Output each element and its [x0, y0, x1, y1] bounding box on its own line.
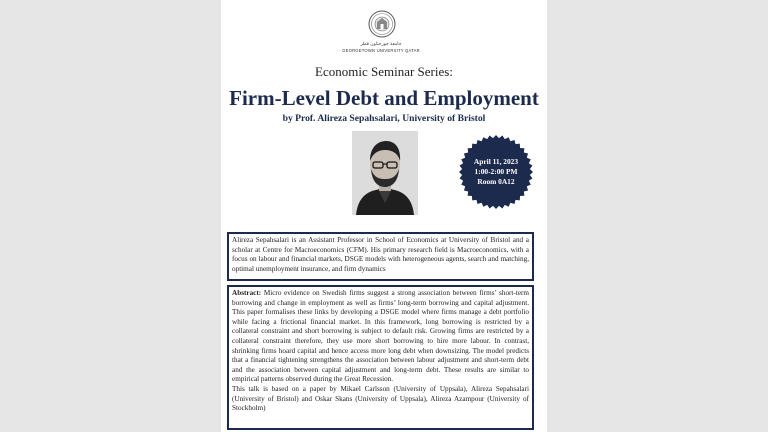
speaker-photo — [352, 131, 418, 215]
paper-note: This talk is based on a paper by Mikael Carlsson (University of Uppsala), Alireza Sepahsalari (University of Bristol) and Oskar Skans (University of Uppsala), Alireza Azampour (University of Stockholm) — [232, 384, 529, 413]
abstract-text: Micro evidence on Swedish firms suggest a strong association between firms’ short-term borrowing and change in employment as well as firms’ long-term borrowing and capital adjustment. This paper formalises these links by developing a DSGE model where firms manage a debt portfolio while facing a frictional financial market. In this framework, long borrowing is restricted by a collateral constraint and short borrowing is subject to default risk. Growing firms are restricted by a collateral constraint therefore, they use more short borrowing to hire more labour. In contrast, shrinking firms hoard capital and hence access more long debt when downsizing. The model predicts that a financial tightening strengthens the association between labour adjustment and short-term debt and the association between capital adjustment and long-term debt. These results are similar to empirical patterns observed during the Great Recession. — [232, 289, 529, 384]
logo-arabic-text: جامعة جورجتاون قطر — [360, 41, 402, 46]
speaker-bio: Alireza Sepahsalari is an Assistant Professor in School of Economics at University of Bristol and a scholar at Centre for Macroeconomics (CFM). His primary research field is Macroeconomics, with a focus on labour and financial markets, DSGE models with heterogeneous agents, search and matching, optimal unemployment insurance, and firm dynamics — [232, 236, 529, 273]
abstract-label: Abstract: — [232, 289, 262, 297]
abstract-box — [227, 285, 534, 430]
event-time: 1:00-2:00 PM — [474, 167, 518, 176]
seminar-series-heading: Economic Seminar Series: — [315, 64, 453, 79]
abstract-paragraph — [232, 289, 529, 385]
event-details — [458, 157, 534, 187]
logo-english-text: GEORGETOWN UNIVERSITY QATAR — [342, 48, 420, 53]
event-date: April 11, 2023 — [473, 157, 519, 166]
logo-caption — [321, 41, 441, 53]
page-title: Firm-Level Debt and Employment — [229, 86, 539, 110]
seminar-poster — [221, 0, 547, 432]
speaker-byline: by Prof. Alireza Sepahsalari, University of Bristol — [282, 113, 486, 124]
event-room: Room 0A12 — [477, 177, 515, 186]
speaker-bio-box — [227, 232, 534, 281]
university-seal-icon — [368, 10, 396, 38]
